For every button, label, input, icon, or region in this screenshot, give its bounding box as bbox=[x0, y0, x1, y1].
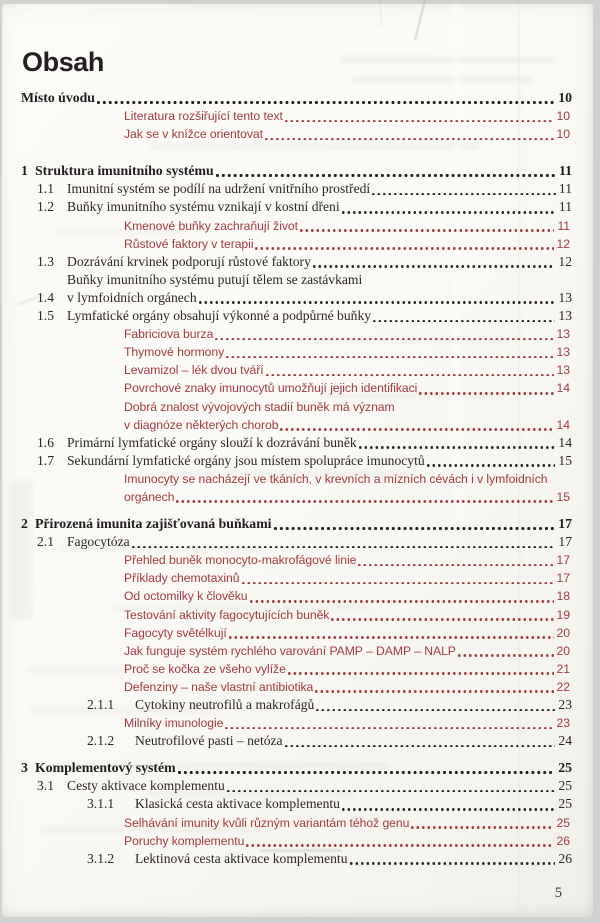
toc-entry bbox=[21, 343, 572, 361]
toc-entry bbox=[21, 89, 572, 107]
toc-entry-title: Klasická cesta aktivace komplementu bbox=[135, 796, 340, 812]
toc-entry-page: 14 bbox=[556, 381, 570, 396]
toc-entry-page: 13 bbox=[558, 289, 572, 305]
toc-list bbox=[21, 89, 572, 868]
toc-entry bbox=[21, 217, 572, 235]
toc-entry-title: Buňky imunitního systému vznikají v kostní dřeni bbox=[67, 199, 340, 215]
toc-entry-title: Poruchy komplementu bbox=[124, 833, 245, 848]
toc-entry-title: Přirozená imunita zajišťovaná buňkami bbox=[35, 516, 272, 532]
toc-entry bbox=[21, 732, 572, 750]
toc-entry-number: 1.4 bbox=[37, 289, 54, 305]
dot-leader bbox=[313, 265, 556, 268]
toc-entry bbox=[21, 606, 572, 624]
toc-entry-title: Primární lymfatické orgány slouží k dozrávání buněk bbox=[67, 434, 357, 450]
toc-entry bbox=[21, 714, 572, 732]
dot-leader bbox=[458, 654, 554, 657]
dot-leader bbox=[342, 808, 555, 811]
toc-entry-title: Povrchové znaky imunocytů umožňují jejich identifikaci bbox=[124, 381, 418, 396]
toc-entry bbox=[21, 624, 572, 642]
dot-leader bbox=[97, 101, 555, 104]
dot-leader bbox=[250, 600, 554, 603]
toc-entry-page: 14 bbox=[556, 417, 570, 432]
toc-entry bbox=[21, 198, 572, 216]
toc-entry-page: 10 bbox=[556, 109, 570, 124]
toc-entry-title: Lymfatické orgány obsahují výkonné a podpůrné buňky bbox=[67, 308, 372, 324]
toc-entry-page: 18 bbox=[556, 589, 570, 604]
toc-entry-page: 23 bbox=[556, 716, 570, 731]
toc-entry-title: Přehled buněk monocyto-makrofágové linie bbox=[124, 553, 357, 568]
toc-entry-title: Cytokiny neutrofilů a makrofágů bbox=[135, 697, 315, 712]
toc-entry bbox=[21, 107, 572, 125]
toc-entry-title: Milníky imunologie bbox=[124, 716, 224, 731]
toc-entry bbox=[21, 832, 572, 850]
toc-entry-title-continuation: v lymfoidních orgánech bbox=[67, 289, 197, 305]
toc-entry bbox=[21, 569, 572, 587]
toc-entry-number: 1.3 bbox=[37, 253, 54, 269]
toc-entry-title: Struktura imunitního systému bbox=[35, 163, 214, 179]
dot-leader bbox=[315, 690, 553, 693]
dot-leader bbox=[229, 636, 554, 639]
dot-leader bbox=[285, 120, 554, 123]
dot-leader bbox=[359, 446, 556, 449]
dot-leader bbox=[280, 428, 553, 431]
dot-leader bbox=[178, 771, 556, 774]
toc-entry-title-continuation: v diagnóze některých chorob bbox=[124, 417, 279, 432]
toc-entry-title: Literatura rozšiřující tento text bbox=[124, 109, 283, 124]
dot-leader bbox=[265, 138, 554, 141]
dot-leader bbox=[373, 320, 555, 323]
dot-leader bbox=[288, 672, 554, 675]
toc-content bbox=[21, 4, 572, 868]
toc-entry-page: 11 bbox=[558, 163, 572, 179]
toc-entry-page: 25 bbox=[558, 796, 572, 812]
dot-leader bbox=[216, 174, 556, 177]
dot-leader bbox=[285, 745, 556, 748]
toc-entry-number: 3.1.2 bbox=[87, 850, 115, 866]
toc-entry bbox=[21, 253, 572, 271]
toc-entry-title: Od octomilky k člověku bbox=[124, 589, 248, 604]
dot-leader bbox=[300, 229, 554, 232]
toc-entry-page: 13 bbox=[556, 363, 570, 378]
dot-leader bbox=[274, 527, 556, 530]
toc-entry-title: Cesty aktivace komplementu bbox=[67, 778, 225, 794]
toc-entry bbox=[21, 470, 572, 506]
toc-entry-title: Fagocyty světélkují bbox=[124, 625, 227, 640]
toc-entry-title: Defenziny – naše vlastní antibiotika bbox=[124, 679, 314, 694]
toc-entry-number: 1.7 bbox=[37, 452, 54, 468]
toc-entry-title: Buňky imunitního systému putují tělem se zastávkami bbox=[67, 271, 363, 287]
toc-entry bbox=[21, 551, 572, 569]
toc-entry-page: 19 bbox=[556, 607, 570, 622]
toc-entry-title: Kmenové buňky zachraňují život bbox=[124, 218, 298, 233]
dot-leader bbox=[411, 826, 553, 829]
toc-entry-page: 10 bbox=[558, 90, 572, 105]
toc-entry-page: 26 bbox=[556, 833, 570, 848]
toc-entry bbox=[21, 162, 572, 180]
dot-leader bbox=[225, 727, 553, 730]
toc-entry bbox=[21, 515, 572, 533]
toc-entry bbox=[21, 361, 572, 379]
toc-entry bbox=[21, 850, 572, 868]
toc-entry-title: Fagocytóza bbox=[67, 534, 130, 550]
toc-entry-number: 1.5 bbox=[37, 308, 54, 324]
dot-leader bbox=[176, 500, 553, 503]
toc-entry bbox=[21, 660, 572, 678]
toc-entry bbox=[21, 398, 572, 434]
dot-leader bbox=[246, 844, 553, 847]
toc-entry-title: Příklady chemotaxinů bbox=[124, 571, 240, 586]
toc-entry-page: 12 bbox=[556, 236, 570, 251]
toc-entry bbox=[21, 325, 572, 343]
toc-entry bbox=[21, 814, 572, 832]
toc-entry-page: 10 bbox=[556, 127, 570, 142]
toc-entry-page: 15 bbox=[556, 489, 570, 504]
dot-leader bbox=[358, 564, 553, 567]
toc-entry-title: Imunocyty se nacházejí ve tkáních, v krevních a mízních cévách i v lymfoidních bbox=[124, 471, 548, 486]
toc-entry-number: 3.1 bbox=[37, 778, 54, 794]
toc-entry bbox=[21, 379, 572, 397]
toc-entry-number: 2.1.1 bbox=[87, 697, 115, 712]
page-title: Obsah bbox=[22, 47, 105, 77]
toc-entry-page: 17 bbox=[558, 534, 572, 550]
toc-entry-page: 25 bbox=[558, 778, 572, 794]
dot-leader bbox=[266, 374, 554, 377]
toc-entry-page: 25 bbox=[556, 815, 570, 830]
toc-entry-number: 1.6 bbox=[37, 434, 54, 450]
toc-entry bbox=[21, 678, 572, 696]
toc-entry-page: 11 bbox=[557, 218, 570, 233]
toc-entry-page: 21 bbox=[556, 661, 570, 676]
toc-entry-page: 24 bbox=[558, 733, 572, 749]
dot-leader bbox=[132, 546, 556, 549]
toc-entry-page: 13 bbox=[556, 327, 570, 342]
toc-entry-page: 11 bbox=[558, 199, 572, 215]
toc-entry-title: Thymové hormony bbox=[124, 345, 225, 360]
toc-entry-title: Jak funguje systém rychlého varování PAMP – DAMP – NALP bbox=[124, 643, 456, 658]
toc-entry-title: Dozrávání krvinek podporují růstové faktory bbox=[67, 253, 311, 269]
toc-entry bbox=[21, 434, 572, 452]
toc-entry-page: 25 bbox=[558, 760, 572, 776]
toc-entry-title: Komplementový systém bbox=[35, 760, 176, 776]
toc-entry-page: 17 bbox=[558, 516, 572, 532]
dot-leader bbox=[227, 790, 556, 793]
toc-entry-number: 3 bbox=[21, 760, 28, 776]
toc-entry bbox=[21, 795, 572, 813]
toc-entry-page: 20 bbox=[556, 643, 570, 658]
toc-entry bbox=[21, 533, 572, 551]
toc-entry bbox=[21, 307, 572, 325]
toc-entry-title: Růstové faktory v terapii bbox=[124, 236, 254, 251]
toc-entry-page: 26 bbox=[558, 850, 572, 866]
toc-entry-page: 12 bbox=[558, 253, 572, 269]
toc-entry bbox=[21, 235, 572, 253]
toc-entry-title: Sekundární lymfatické orgány jsou místem spolupráce imunocytů bbox=[67, 452, 425, 468]
page-number: 5 bbox=[554, 885, 562, 901]
toc-entry-page: 15 bbox=[558, 452, 572, 468]
toc-entry-number: 1.2 bbox=[37, 199, 54, 215]
toc-entry-number: 1.1 bbox=[37, 181, 54, 197]
dot-leader bbox=[350, 862, 556, 865]
toc-entry-page: 23 bbox=[558, 697, 572, 712]
toc-entry-title: Testování aktivity fagocytujících buněk bbox=[124, 607, 330, 622]
toc-entry-number: 2 bbox=[21, 516, 28, 532]
toc-entry bbox=[21, 759, 572, 777]
toc-entry-number: 2.1 bbox=[37, 534, 54, 550]
toc-entry-page: 17 bbox=[556, 571, 570, 586]
dot-leader bbox=[242, 582, 554, 585]
toc-entry-page: 17 bbox=[556, 553, 570, 568]
toc-entry-title: Lektinová cesta aktivace komplementu bbox=[135, 850, 348, 866]
dot-leader bbox=[342, 211, 556, 214]
toc-entry bbox=[21, 452, 572, 470]
toc-entry-title: Proč se kočka ze všeho vylíže bbox=[124, 661, 286, 676]
toc-entry-page: 22 bbox=[556, 679, 570, 694]
toc-entry-title: Jak se v knížce orientovat bbox=[124, 127, 263, 142]
toc-entry bbox=[21, 642, 572, 660]
toc-entry-title-continuation: orgánech bbox=[124, 489, 175, 504]
toc-entry bbox=[21, 125, 572, 143]
toc-entry-page: 13 bbox=[558, 308, 572, 324]
dot-leader bbox=[419, 392, 553, 395]
toc-entry-page: 13 bbox=[556, 345, 570, 360]
toc-entry bbox=[21, 587, 572, 605]
toc-entry-title: Místo úvodu bbox=[21, 90, 95, 105]
toc-entry-number: 3.1.1 bbox=[87, 796, 115, 812]
dot-leader bbox=[427, 464, 556, 467]
toc-entry-title: Neutrofilové pasti – netóza bbox=[135, 733, 283, 749]
toc-entry bbox=[21, 271, 572, 307]
toc-entry bbox=[21, 696, 572, 714]
toc-entry-page: 20 bbox=[556, 625, 570, 640]
toc-entry-page: 14 bbox=[558, 434, 572, 450]
dot-leader bbox=[255, 247, 553, 250]
toc-entry-title: Dobrá znalost vývojových stadií buněk má význam bbox=[124, 399, 395, 414]
toc-entry-page: 11 bbox=[558, 181, 572, 197]
toc-entry-number: 1 bbox=[21, 163, 28, 179]
dot-leader bbox=[226, 356, 553, 359]
toc-entry bbox=[21, 777, 572, 795]
dot-leader bbox=[316, 709, 555, 712]
toc-entry-title: Fabriciova burza bbox=[124, 327, 214, 342]
toc-entry-title: Imunitní systém se podílí na udržení vnitřního prostředí bbox=[67, 181, 371, 197]
dot-leader bbox=[215, 338, 553, 341]
dot-leader bbox=[372, 193, 556, 196]
dot-leader bbox=[331, 618, 553, 621]
dot-leader bbox=[199, 301, 556, 304]
toc-entry-title: Selhávání imunity kvůli různým variantám téhož genu bbox=[124, 815, 410, 830]
scanned-book-page bbox=[2, 4, 593, 917]
toc-entry-number: 2.1.2 bbox=[87, 733, 115, 749]
toc-entry bbox=[21, 180, 572, 198]
toc-entry-title: Levamizol – lék dvou tváří bbox=[124, 363, 264, 378]
